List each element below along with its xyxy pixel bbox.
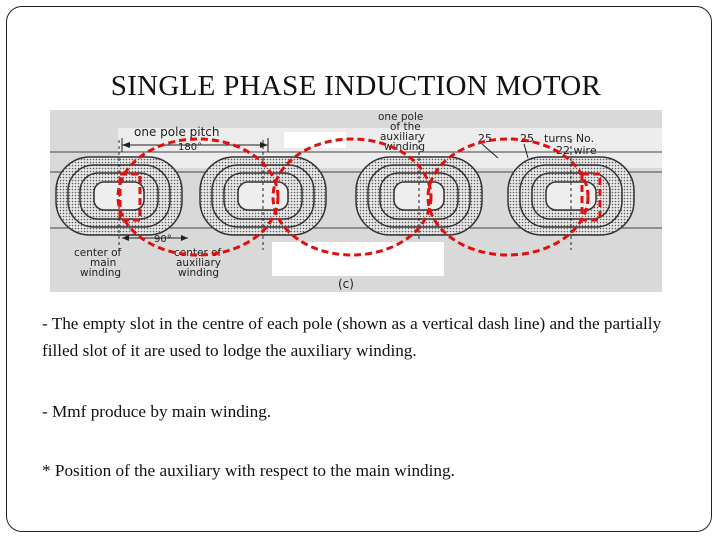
slide-title: SINGLE PHASE INDUCTION MOTOR bbox=[110, 70, 602, 102]
turns-label: turns No. bbox=[544, 132, 595, 145]
panel-label: (c) bbox=[338, 277, 354, 291]
bullet-mmf: - Mmf produce by main winding. bbox=[42, 402, 272, 421]
aux-pole-line-4: winding bbox=[384, 141, 426, 153]
winding-diagram bbox=[50, 110, 662, 292]
bullet-aux-position: * Position of the auxiliary with respect to the main winding. bbox=[42, 461, 455, 480]
turns-25-a: 25 bbox=[478, 132, 492, 145]
aux-pole-line-3: auxiliary bbox=[380, 131, 426, 143]
aux-pole-line-1: one pole bbox=[378, 111, 424, 123]
pitch-degrees-label: 180° bbox=[178, 142, 203, 153]
center-aux-label bbox=[174, 247, 222, 279]
center-main-line-3: winding bbox=[80, 267, 122, 279]
winding-diagram-svg bbox=[50, 110, 662, 292]
wire-label: 22 wire bbox=[556, 144, 597, 157]
white-patch-bottom bbox=[272, 242, 444, 276]
one-pole-pitch-label: one pole pitch bbox=[134, 125, 220, 139]
center-main-line-1: center of bbox=[74, 247, 122, 259]
aux-pole-line-2: of the bbox=[390, 121, 421, 133]
center-aux-line-3: winding bbox=[178, 267, 220, 279]
aux-pole-label bbox=[378, 111, 425, 153]
center-aux-line-1: center of bbox=[174, 247, 222, 259]
center-main-line-2: main bbox=[90, 257, 117, 269]
bullet-aux-slot: - The empty slot in the centre of each pole (shown as a vertical dash line) and the partially filled slot of it are used to lodge the auxiliary winding. bbox=[42, 314, 662, 360]
turns-25-b: 25 bbox=[520, 132, 534, 145]
angle-90-label: 90° bbox=[154, 234, 172, 245]
center-aux-line-2: auxiliary bbox=[176, 257, 222, 269]
